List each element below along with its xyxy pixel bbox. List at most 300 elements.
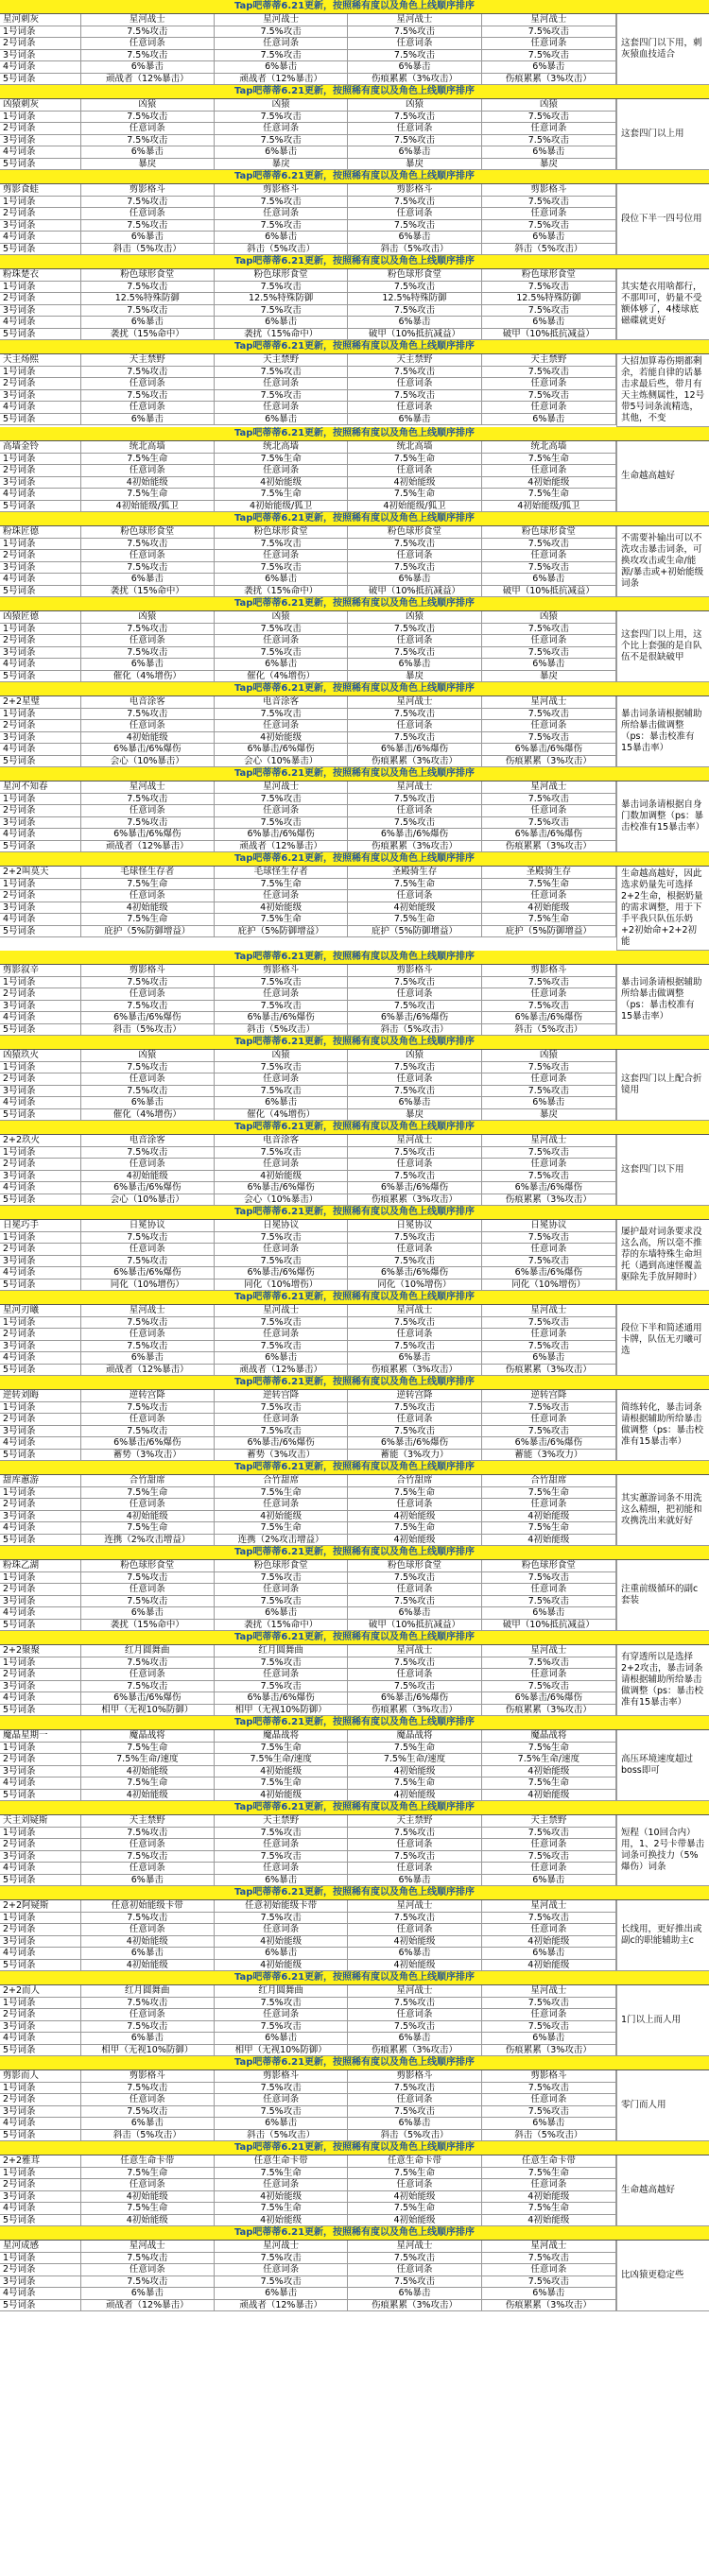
table-cell: 任意词条 <box>482 38 616 49</box>
table-row <box>0 1147 616 1159</box>
table-cell: 7.5%攻击 <box>81 1402 215 1414</box>
table-row <box>0 1875 616 1887</box>
team-table <box>0 1390 616 1461</box>
table-cell: 任意词条 <box>348 1073 481 1085</box>
team-note: 大招加算毒伤期都剩余，若能自律的话暴击求最后些，带月有天主炼侧属性，12号带5号词条流精选，其他，不变 <box>616 354 709 427</box>
team-grid <box>0 867 709 951</box>
table-cell: 任意词条 <box>482 1924 616 1935</box>
table-cell: 6%暴击/6%爆伤 <box>348 1182 481 1194</box>
team-table <box>0 1135 616 1206</box>
table-cell: 4初始能级 <box>348 477 481 489</box>
table-cell: 任意词条 <box>215 2009 348 2020</box>
card-set-name: 合竹甜席 <box>482 1475 616 1486</box>
table-cell: 12.5%特殊防御 <box>348 293 481 304</box>
team-name: 凶猿刺灰 <box>0 99 81 111</box>
table-cell: 伤痕累累（3%攻击） <box>348 841 481 852</box>
team-block <box>0 0 709 85</box>
card-set-name: 统北高墙 <box>348 441 481 453</box>
card-set-name: 统北高墙 <box>81 441 215 453</box>
card-set-name: 天主禁野 <box>81 1815 215 1827</box>
card-set-name: 任意生命卡带 <box>215 2155 348 2167</box>
table-row <box>0 244 616 256</box>
table-cell: 任意词条 <box>348 550 481 561</box>
table-cell: 任意词条 <box>348 1669 481 1680</box>
team-block <box>0 682 709 767</box>
team-table <box>0 781 616 852</box>
table-cell: 7.5%攻击 <box>81 624 215 635</box>
section-header: Tap吧蒂蒂6.21更新，按照稀有度以及角色上线顺序排序 <box>0 1971 709 1985</box>
card-set-name: 星河战士 <box>215 14 348 26</box>
team-grid <box>0 1900 709 1971</box>
table-cell: 暴戾 <box>215 159 348 170</box>
card-set-name: 红月圆舞曲 <box>215 1645 348 1657</box>
table-cell: 7.5%攻击 <box>482 2083 616 2094</box>
table-row <box>0 977 616 989</box>
table-cell: 6%暴击 <box>81 659 215 670</box>
card-set-name: 任意生命卡带 <box>348 2155 481 2167</box>
card-set-name: 凶猿 <box>482 1050 616 1061</box>
table-cell: 7.5%攻击 <box>215 367 348 378</box>
table-cell: 顽战者（12%暴击） <box>215 1365 348 1376</box>
table-cell: 暴戾 <box>81 159 215 170</box>
table-row <box>0 1244 616 1256</box>
table-row <box>0 2215 616 2227</box>
table-cell: 7.5%攻击 <box>482 562 616 574</box>
table-cell: 6%暴击 <box>482 2288 616 2299</box>
team-note: 暴击词条请根据自身门数加调整（ps：暴击校准有15暴击率） <box>616 781 709 852</box>
table-cell: 蓄能（3%攻力） <box>482 1450 616 1461</box>
table-cell: 7.5%攻击 <box>482 50 616 61</box>
table-row <box>0 1402 616 1415</box>
table-cell: 斜击（5%攻击） <box>482 1024 616 1036</box>
table-row <box>0 1924 616 1936</box>
slot-label: 5号词条 <box>0 1279 81 1291</box>
table-cell: 任意词条 <box>348 1863 481 1874</box>
table-cell: 顽战者（12%暴击） <box>81 1365 215 1376</box>
table-cell: 7.5%生命 <box>215 2203 348 2214</box>
table-cell: 7.5%生命 <box>348 454 481 465</box>
card-set-name: 日冕协议 <box>348 1220 481 1231</box>
table-cell: 12.5%特殊防御 <box>482 293 616 304</box>
slot-label: 4号词条 <box>0 574 81 585</box>
slot-label: 1号词条 <box>0 1232 81 1244</box>
slot-label: 2号词条 <box>0 1329 81 1340</box>
table-cell: 7.5%攻击 <box>215 1317 348 1329</box>
table-cell: 任意词条 <box>482 378 616 389</box>
team-name: 逆转刘晦 <box>0 1390 81 1401</box>
table-cell: 7.5%攻击 <box>348 1402 481 1414</box>
table-cell: 任意词条 <box>215 465 348 476</box>
table-cell: 7.5%攻击 <box>81 647 215 659</box>
table-cell: 6%暴击/6%爆伤 <box>81 1437 215 1449</box>
table-cell: 7.5%生命 <box>215 454 348 465</box>
card-set-name: 魔晶战将 <box>215 1730 348 1742</box>
team-name: 2+2阿疑斯 <box>0 1900 81 1912</box>
table-cell: 7.5%攻击 <box>482 647 616 659</box>
table-cell: 4初始能级 <box>482 1790 616 1801</box>
table-row <box>0 329 616 341</box>
table-cell: 7.5%攻击 <box>81 390 215 402</box>
slot-label: 1号词条 <box>0 1147 81 1159</box>
table-cell: 任意词条 <box>348 402 481 413</box>
team-block <box>0 1801 709 1886</box>
table-row <box>0 74 616 86</box>
table-cell: 7.5%攻击 <box>482 977 616 988</box>
table-cell: 7.5%攻击 <box>482 1572 616 1584</box>
table-row <box>0 1086 616 1098</box>
table-cell: 任意词条 <box>215 1073 348 1085</box>
table-cell: 任意词条 <box>215 1863 348 1874</box>
table-cell: 7.5%生命 <box>81 914 215 925</box>
section-header: Tap吧蒂蒂6.21更新，按照稀有度以及角色上线顺序排序 <box>0 1546 709 1560</box>
section-header: Tap吧蒂蒂6.21更新，按照稀有度以及角色上线顺序排序 <box>0 1886 709 1900</box>
table-cell: 暴戾 <box>482 1109 616 1121</box>
section-header: Tap吧蒂蒂6.21更新，按照稀有度以及角色上线顺序排序 <box>0 512 709 526</box>
team-table <box>0 14 616 85</box>
table-cell: 催化（4%增伤） <box>81 1109 215 1121</box>
table-row <box>0 1998 616 2010</box>
table-cell: 会心（10%暴击） <box>215 756 348 767</box>
table-cell: 7.5%攻击 <box>81 367 215 378</box>
table-cell: 6%暴击 <box>81 574 215 585</box>
team-block <box>0 1291 709 1376</box>
table-row <box>0 926 616 938</box>
card-set-name: 天主禁野 <box>348 354 481 366</box>
table-cell: 7.5%生命 <box>482 2203 616 2214</box>
team-grid <box>0 696 709 767</box>
table-cell: 7.5%攻击 <box>348 817 481 829</box>
team-header-row <box>0 2070 616 2083</box>
table-cell: 6%暴击 <box>81 61 215 73</box>
team-block <box>0 852 709 951</box>
section-header: Tap吧蒂蒂6.21更新，按照稀有度以及角色上线顺序排序 <box>0 1631 709 1645</box>
table-cell: 任意词条 <box>482 988 616 1000</box>
team-note: 屡护最对词条要求没这么高，所以毫不推荐的东墙特殊生命坦托（遇到高速怪覆盖驱除先手放屏障时） <box>616 1220 709 1291</box>
table-row <box>0 26 616 39</box>
table-cell: 7.5%攻击 <box>81 220 215 232</box>
table-cell: 6%暴击 <box>482 1607 616 1619</box>
table-cell: 4初始能级 <box>215 1766 348 1777</box>
team-header-row <box>0 1815 616 1828</box>
table-cell: 4初始能级 <box>348 2215 481 2226</box>
slot-label: 2号词条 <box>0 890 81 902</box>
table-cell: 6%暴击 <box>215 2288 348 2299</box>
slot-label: 1号词条 <box>0 112 81 123</box>
slot-label: 5号词条 <box>0 1875 81 1886</box>
table-cell: 7.5%攻击 <box>81 539 215 550</box>
slot-label: 5号词条 <box>0 1790 81 1801</box>
table-cell: 任意词条 <box>81 1924 215 1935</box>
team-header-row <box>0 1560 616 1572</box>
table-cell: 7.5%攻击 <box>81 794 215 805</box>
card-set-name: 星河战士 <box>482 1135 616 1146</box>
table-cell: 连携（2%攻击增益） <box>81 1535 215 1546</box>
table-cell: 7.5%攻击 <box>81 977 215 988</box>
table-cell: 7.5%攻击 <box>215 390 348 402</box>
table-cell: 7.5%生命 <box>81 1487 215 1499</box>
table-cell: 任意词条 <box>482 2009 616 2020</box>
team-note: 简练转化，暴击词条请根据辅助所给暴击做调整（ps：暴击校准有15暴击率） <box>616 1390 709 1461</box>
table-cell: 庇护（5%防御增益） <box>81 926 215 937</box>
table-cell: 7.5%攻击 <box>81 817 215 829</box>
table-cell: 7.5%攻击 <box>482 732 616 744</box>
table-cell: 任意词条 <box>81 1863 215 1874</box>
slot-label: 2号词条 <box>0 1754 81 1765</box>
table-cell: 4初始能级 <box>81 1171 215 1182</box>
table-row <box>0 1001 616 1013</box>
table-row <box>0 1681 616 1693</box>
table-cell: 顽战者（12%暴击） <box>81 841 215 852</box>
table-cell: 任意词条 <box>482 1159 616 1170</box>
table-cell: 7.5%攻击 <box>215 1681 348 1692</box>
table-cell: 4初始能级 <box>81 2215 215 2226</box>
card-set-name: 电音涂客 <box>81 1135 215 1146</box>
team-header-row <box>0 696 616 709</box>
team-name: 天主刘疑斯 <box>0 1815 81 1827</box>
card-set-name: 天主禁野 <box>482 354 616 366</box>
slot-label: 1号词条 <box>0 2083 81 2094</box>
table-row <box>0 879 616 891</box>
table-cell: 6%暴击 <box>348 1875 481 1886</box>
table-cell: 伤痕累累（3%攻击） <box>482 2300 616 2311</box>
team-table <box>0 1985 616 2056</box>
table-cell: 伤痕累累（3%攻击） <box>482 1365 616 1376</box>
slot-label: 2号词条 <box>0 38 81 49</box>
team-note: 生命越高越好 <box>616 441 709 512</box>
team-name: 剪影叙辛 <box>0 965 81 976</box>
table-cell: 7.5%生命 <box>482 454 616 465</box>
team-header-row <box>0 1390 616 1402</box>
card-set-name: 天主禁野 <box>81 354 215 366</box>
table-cell: 袭扰（15%命中） <box>81 1620 215 1631</box>
slot-label: 5号词条 <box>0 1109 81 1121</box>
slot-label: 5号词条 <box>0 1960 81 1971</box>
team-table <box>0 696 616 767</box>
card-set-name: 星河战士 <box>215 1305 348 1316</box>
slot-label: 3号词条 <box>0 817 81 829</box>
table-row <box>0 1256 616 1268</box>
slot-label: 1号词条 <box>0 1572 81 1584</box>
slot-label: 5号词条 <box>0 756 81 767</box>
table-cell: 任意词条 <box>81 805 215 816</box>
table-row <box>0 1705 616 1717</box>
card-set-name: 统北高墙 <box>215 441 348 453</box>
team-block <box>0 2056 709 2141</box>
slot-label: 5号词条 <box>0 1024 81 1036</box>
team-header-row <box>0 1900 616 1913</box>
team-block <box>0 1631 709 1716</box>
card-set-name: 粉色球形食堂 <box>81 269 215 281</box>
table-row <box>0 841 616 853</box>
table-cell: 7.5%攻击 <box>482 26 616 38</box>
table-cell: 7.5%攻击 <box>81 2106 215 2118</box>
card-set-name: 圣殿骑生存 <box>348 867 481 878</box>
table-cell: 7.5%攻击 <box>81 26 215 38</box>
card-set-name: 星河战士 <box>348 1305 481 1316</box>
team-header-row <box>0 1135 616 1147</box>
card-set-name: 粉色球形食堂 <box>348 526 481 538</box>
slot-label: 2号词条 <box>0 1839 81 1850</box>
slot-label: 3号词条 <box>0 1511 81 1522</box>
team-header-row <box>0 1220 616 1232</box>
table-row <box>0 1766 616 1778</box>
slot-label: 4号词条 <box>0 1097 81 1108</box>
section-header: Tap吧蒂蒂6.21更新，按照稀有度以及角色上线顺序排序 <box>0 597 709 611</box>
table-cell: 7.5%攻击 <box>215 305 348 317</box>
table-cell: 连携（2%攻击增益） <box>215 1535 348 1546</box>
team-name: 星河刺灰 <box>0 14 81 26</box>
table-cell: 12.5%特殊防御 <box>215 293 348 304</box>
table-cell: 7.5%攻击 <box>482 1851 616 1863</box>
table-cell: 任意词条 <box>81 2009 215 2020</box>
table-cell: 7.5%生命 <box>81 1777 215 1789</box>
table-cell: 7.5%攻击 <box>215 1402 348 1414</box>
table-row <box>0 465 616 477</box>
table-cell: 7.5%攻击 <box>81 2021 215 2033</box>
card-set-name: 星河战士 <box>348 1135 481 1146</box>
table-row <box>0 624 616 636</box>
slot-label: 2号词条 <box>0 123 81 134</box>
card-set-name: 星河战士 <box>482 1900 616 1912</box>
table-row <box>0 1669 616 1681</box>
table-cell: 任意词条 <box>81 378 215 389</box>
table-cell: 7.5%攻击 <box>482 624 616 635</box>
table-cell: 7.5%攻击 <box>482 1657 616 1669</box>
table-cell: 7.5%攻击 <box>348 1596 481 1607</box>
table-cell: 任意词条 <box>348 208 481 219</box>
team-table <box>0 354 616 427</box>
table-cell: 6%暴击/6%爆伤 <box>482 829 616 840</box>
table-cell: 4初始能级 <box>81 1766 215 1777</box>
table-cell: 斜击（5%攻击） <box>348 1024 481 1036</box>
table-cell: 任意词条 <box>348 1924 481 1935</box>
table-cell: 7.5%生命 <box>215 1743 348 1754</box>
table-cell: 6%暴击 <box>348 1948 481 1959</box>
table-cell: 6%暴击/6%爆伤 <box>482 1437 616 1449</box>
slot-label: 2号词条 <box>0 635 81 646</box>
table-cell: 6%暴击/6%爆伤 <box>81 744 215 755</box>
table-cell: 斜击（5%攻击） <box>215 2130 348 2141</box>
slot-label: 4号词条 <box>0 1607 81 1619</box>
section-header: Tap吧蒂蒂6.21更新，按照稀有度以及角色上线顺序排序 <box>0 2141 709 2155</box>
table-cell: 7.5%攻击 <box>348 1913 481 1924</box>
slot-label: 1号词条 <box>0 1913 81 1924</box>
table-row <box>0 1329 616 1341</box>
slot-label: 1号词条 <box>0 454 81 465</box>
table-cell: 7.5%攻击 <box>81 1828 215 1839</box>
table-cell: 7.5%攻击 <box>215 977 348 988</box>
table-cell: 7.5%攻击 <box>215 197 348 208</box>
table-cell: 6%暴击 <box>81 1875 215 1886</box>
table-cell: 6%暴击/6%爆伤 <box>81 829 215 840</box>
table-cell: 6%暴击 <box>215 61 348 73</box>
table-cell: 任意词条 <box>81 1244 215 1255</box>
slot-label: 4号词条 <box>0 146 81 158</box>
team-block <box>0 1121 709 1206</box>
table-row <box>0 1936 616 1949</box>
slot-label: 5号词条 <box>0 329 81 340</box>
slot-label: 1号词条 <box>0 1062 81 1073</box>
team-grid <box>0 526 709 597</box>
slot-label: 2号词条 <box>0 1669 81 1680</box>
slot-label: 4号词条 <box>0 1777 81 1789</box>
table-row <box>0 1352 616 1365</box>
table-cell: 任意词条 <box>215 550 348 561</box>
slot-label: 2号词条 <box>0 378 81 389</box>
table-cell: 任意词条 <box>348 1329 481 1340</box>
table-cell: 7.5%攻击 <box>348 977 481 988</box>
slot-label: 4号词条 <box>0 1352 81 1364</box>
slot-label: 2号词条 <box>0 208 81 219</box>
section-header: Tap吧蒂蒂6.21更新，按照稀有度以及角色上线顺序排序 <box>0 1801 709 1815</box>
table-cell: 7.5%生命 <box>81 1522 215 1534</box>
table-cell: 7.5%攻击 <box>482 1596 616 1607</box>
team-note: 长线用，更好推出或副c的职能辅助主c <box>616 1900 709 1971</box>
table-cell: 任意词条 <box>348 1839 481 1850</box>
slot-label: 4号词条 <box>0 1267 81 1279</box>
section-header: Tap吧蒂蒂6.21更新，按照稀有度以及角色上线顺序排序 <box>0 340 709 354</box>
table-cell: 7.5%攻击 <box>482 817 616 829</box>
table-row <box>0 1414 616 1426</box>
team-table <box>0 965 616 1036</box>
slot-label: 3号词条 <box>0 477 81 489</box>
team-header-row <box>0 269 616 282</box>
team-grid <box>0 14 709 85</box>
team-grid <box>0 781 709 852</box>
table-cell: 4初始能级 <box>81 1960 215 1971</box>
slot-label: 4号词条 <box>0 402 81 413</box>
slot-label: 5号词条 <box>0 926 81 937</box>
table-cell: 7.5%攻击 <box>215 624 348 635</box>
table-cell: 6%暴击 <box>215 146 348 158</box>
table-row <box>0 732 616 745</box>
table-row <box>0 1279 616 1292</box>
table-cell: 庇护（5%防御增益） <box>482 926 616 937</box>
slot-label: 1号词条 <box>0 282 81 293</box>
table-row <box>0 562 616 575</box>
table-row <box>0 914 616 926</box>
slot-label: 4号词条 <box>0 489 81 500</box>
table-row <box>0 390 616 403</box>
card-set-name: 任意初始能级卡带 <box>81 1900 215 1912</box>
table-cell: 任意词条 <box>482 123 616 134</box>
table-cell: 任意词条 <box>215 805 348 816</box>
team-name: 剪影而人 <box>0 2070 81 2082</box>
table-cell: 7.5%生命 <box>81 879 215 890</box>
table-row <box>0 146 616 159</box>
team-table <box>0 1475 616 1546</box>
table-cell: 催化（4%增伤） <box>81 671 215 682</box>
team-note: 这套四门以上配合折镜用 <box>616 1050 709 1121</box>
table-cell: 7.5%攻击 <box>348 1828 481 1839</box>
table-cell: 6%暴击 <box>215 232 348 243</box>
slot-label: 4号词条 <box>0 2033 81 2044</box>
table-cell: 4初始能级 <box>348 1535 481 1546</box>
team-block <box>0 597 709 682</box>
table-cell: 6%暴击/6%爆伤 <box>482 1182 616 1194</box>
table-row <box>0 282 616 294</box>
table-cell: 4初始能级 <box>215 1790 348 1801</box>
card-set-name: 凶猿 <box>81 611 215 623</box>
team-header-row <box>0 1730 616 1743</box>
table-cell: 会心（10%暴击） <box>81 756 215 767</box>
table-cell: 同化（10%增伤） <box>215 1279 348 1291</box>
table-cell: 同化（10%增伤） <box>81 1279 215 1291</box>
table-cell: 任意词条 <box>215 378 348 389</box>
slot-label: 4号词条 <box>0 2118 81 2129</box>
table-cell: 斜击（5%攻击） <box>81 1024 215 1036</box>
table-cell: 任意词条 <box>482 890 616 902</box>
